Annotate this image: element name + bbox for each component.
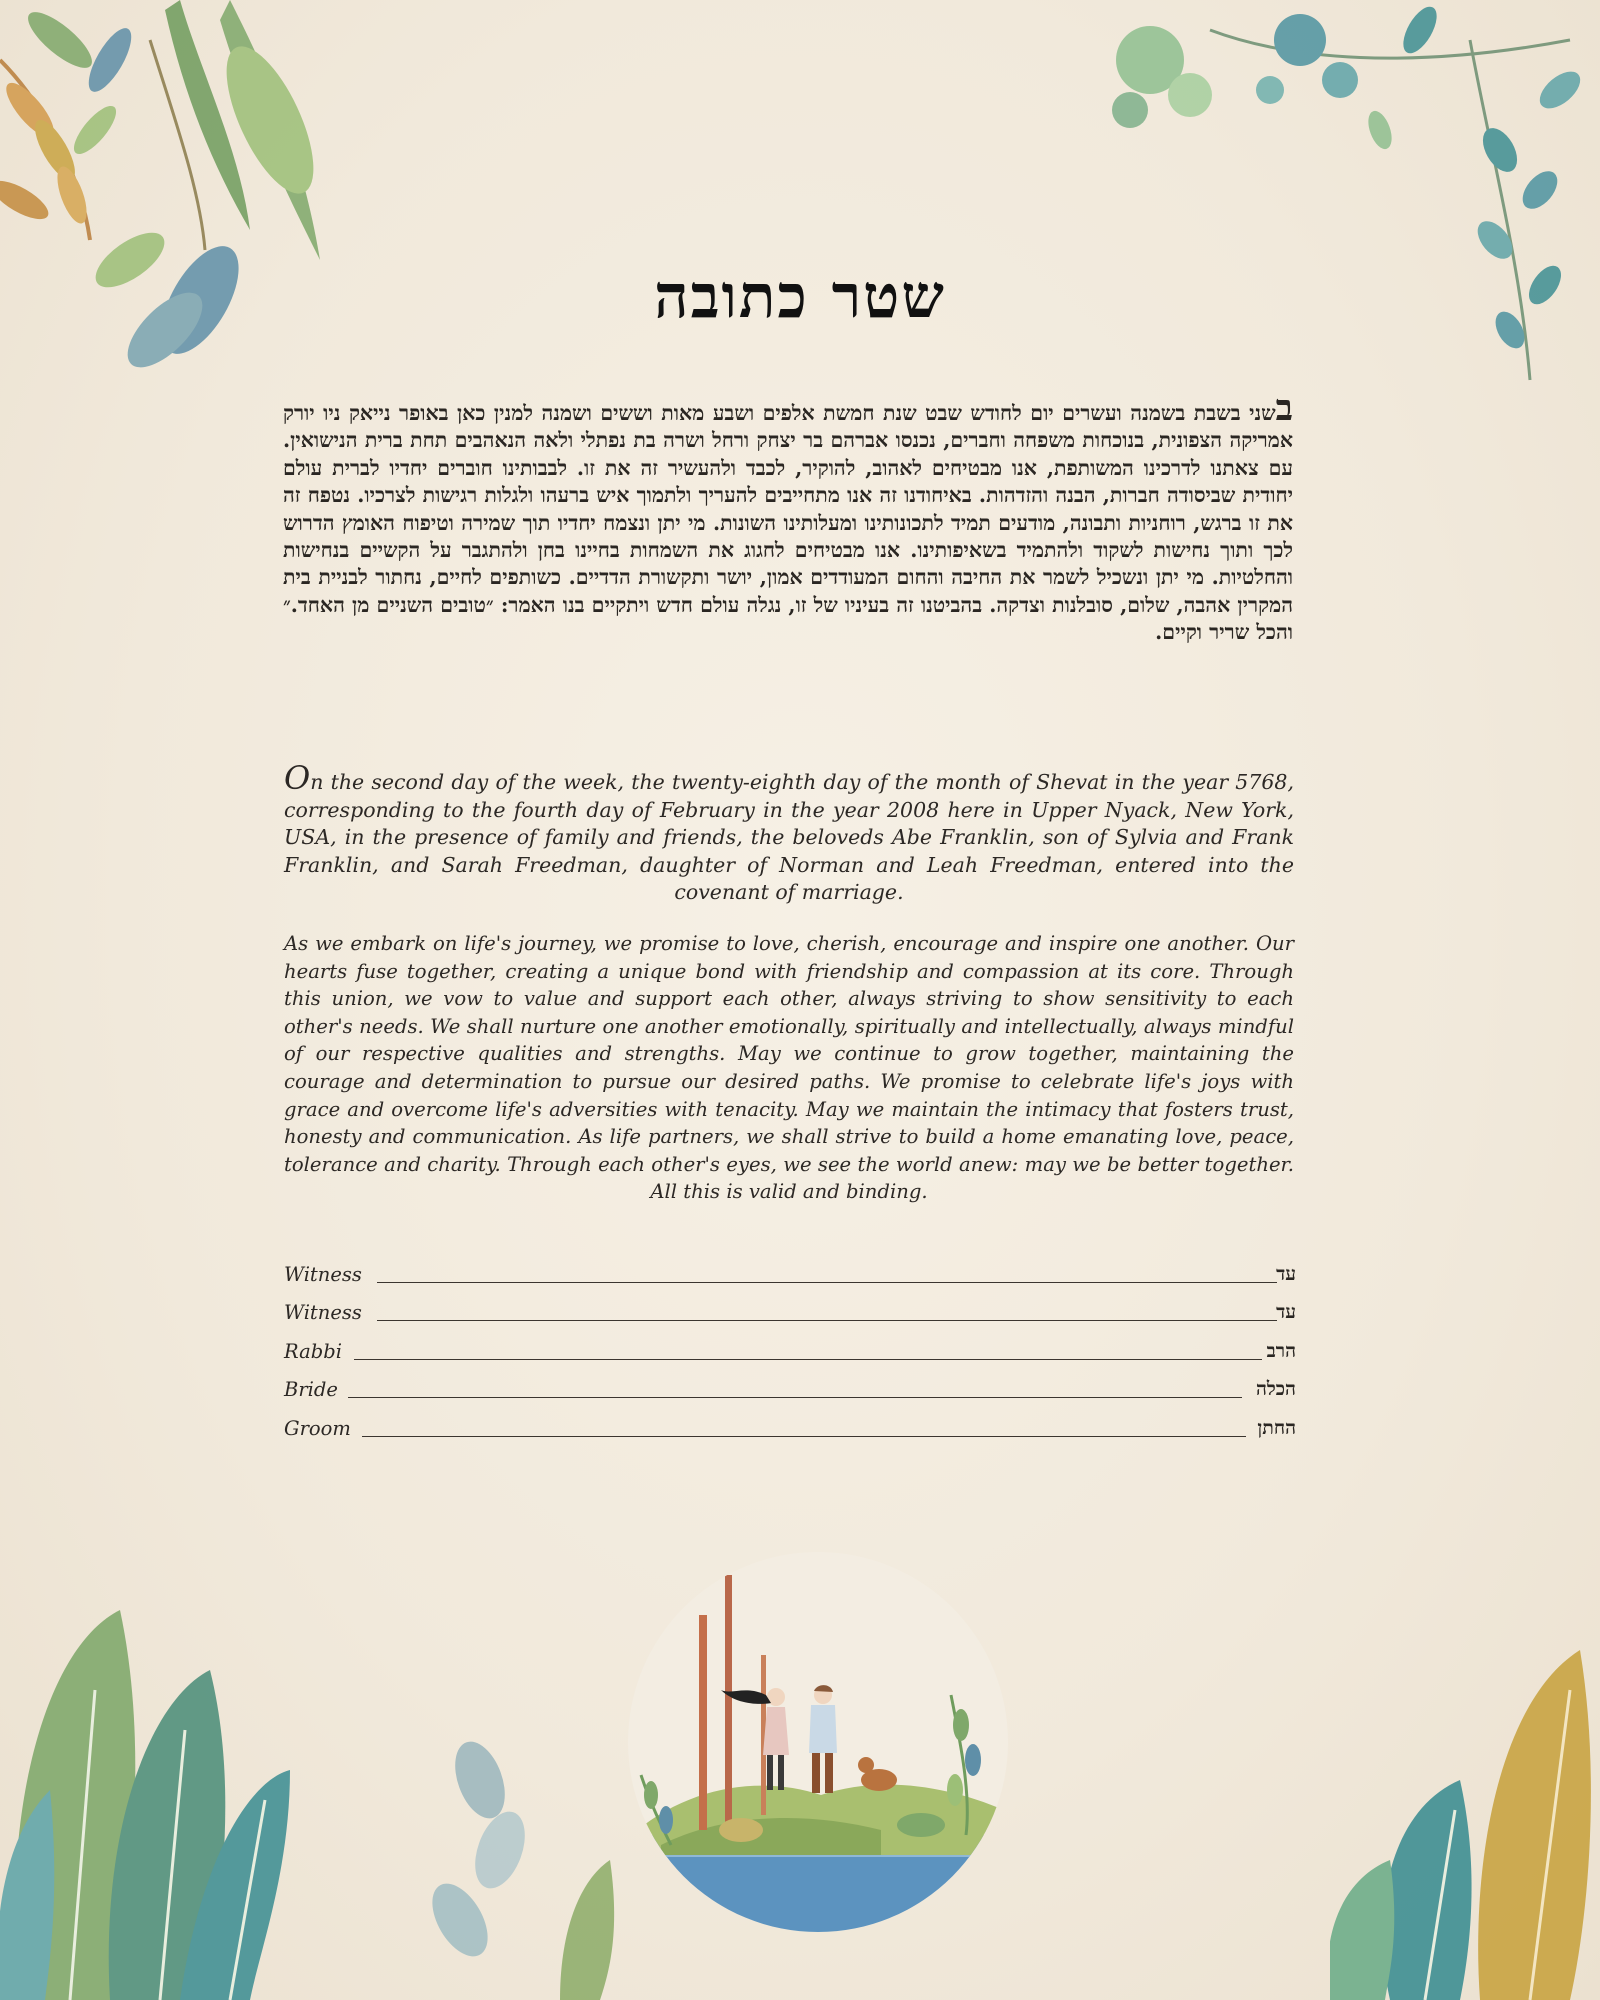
signature-label-he: הרב <box>1266 1339 1296 1362</box>
english-dropcap: O <box>284 759 311 797</box>
top-left-foliage-illustration <box>0 0 360 420</box>
top-right-foliage-illustration <box>1090 0 1600 400</box>
bottom-right-foliage-illustration <box>1330 1610 1600 2000</box>
signature-label-en: Groom <box>284 1416 351 1440</box>
signature-label-he: הכלה <box>1255 1378 1296 1400</box>
signature-label-he: החתן <box>1257 1416 1296 1439</box>
signature-label-en: Bride <box>284 1378 338 1401</box>
hebrew-ketubah-text <box>283 387 1293 647</box>
signature-line[interactable] <box>362 1436 1246 1437</box>
bottom-left-foliage-illustration <box>0 1530 700 2000</box>
document-title: שטר כתובה <box>654 262 946 332</box>
signature-line[interactable] <box>377 1320 1277 1321</box>
signature-row-witness-1 <box>284 1255 1296 1294</box>
hebrew-body: שני בשבת בשמנה ועשרים יום לחודש שבט שנת חמשת אלפים ושבע מאות וששים ושמנה למנין כאן באופר נייאק ניו יורק אמריקה הצפונית, בנוכחות משפחה וחברים, נכנסו אברהם בר יצחק ורחל ושרה בת נפתלי ולאה הנאהבים תחת ברית הנישואין. עם צאתנו לדרכינו המשותפת, אנו מבטיחים לאהוב, להוקיר, לכבד ולהעשיר זה את זו. לבבותינו חוברים יחדיו לברית עולם יחודית שביסודה חברות, הבנה והזדהות. באיחודנו זה אנו מתחייבים להעריך ולתמוך איש ברעהו ולגלות רגישות לצרכיו. נטפח זה את זו ברגש, רוחניות ותבונה, מודעים תמיד לתכונותינו ומעלותינו השונות. מי יתן ונצמח יחדיו תוך שמירה וטיפוח האומץ הדרוש לכך ותוך נחישות לשקוד ולהתמיד בשאיפותינו. אנו מבטיחים לחגוג את השמחות בחיינו בחן ולהתגבר על הקשיים בנחישות והחלטיות. מי יתן ונשכיל לשמר את החיבה והחום המעודדים אמון, יושר ותקשורת הדדיים. כשותפים לחיים, נחתור לבניית בית המקרין אהבה, שלום, סובלנות וצדקה. בהביטנו זה בעיניו של זו, נגלה עולם חדש ויתקיים בנו האמר: ״טובים השניים מן האחד.״ והכל שריר וקיים. <box>283 401 1293 645</box>
signature-line[interactable] <box>377 1282 1277 1283</box>
signature-label-en: Rabbi <box>284 1339 342 1363</box>
signature-row-witness-2 <box>284 1294 1296 1333</box>
signature-row-rabbi <box>284 1332 1296 1371</box>
signature-line[interactable] <box>354 1359 1262 1360</box>
english-paragraph-one-text: n the second day of the week, the twenty-eighth day of the month of Shevat in the year 5768, corresponding to the fourth day of February in the year 2008 here in Upper Nyack, New York, USA, in the presence of family and friends, the beloveds Abe Franklin, son of Sylvia and Frank Franklin, and Sarah Freedman, daughter of Norman and Leah Freedman, entered into the covenant of marriage. <box>284 770 1294 905</box>
signature-row-groom <box>284 1409 1296 1448</box>
signature-label-he: עד <box>1276 1262 1296 1285</box>
english-paragraph-one <box>284 759 1294 907</box>
signature-row-bride <box>284 1371 1296 1410</box>
signature-label-en: Witness <box>284 1262 362 1286</box>
couple-landscape-vignette <box>621 1545 1015 1939</box>
signature-label-en: Witness <box>284 1301 362 1324</box>
signature-line[interactable] <box>348 1397 1242 1398</box>
signature-block <box>284 1255 1296 1448</box>
english-paragraph-two: As we embark on life's journey, we promise to love, cherish, encourage and inspire one another. Our hearts fuse together, creating a unique bond with friendship and compassion at its core. Through this union, we vow to value and support each other, always striving to show sensitivity to each other's needs. We shall nurture one another emotionally, spiritually and intellectually, always mindful of our respective qualities and strengths. May we continue to grow together, maintaining the courage and determination to pursue our desired paths. We promise to celebrate life's joys with grace and overcome life's adversities with tenacity. May we maintain the intimacy that fosters trust, honesty and communication. As life partners, we shall strive to build a home emanating love, peace, tolerance and charity. Through each other's eyes, we see the world anew: may we be better together. All this is valid and binding. <box>284 932 1294 1204</box>
hebrew-dropcap: ב <box>1275 387 1293 429</box>
signature-label-he: עד <box>1276 1301 1296 1323</box>
